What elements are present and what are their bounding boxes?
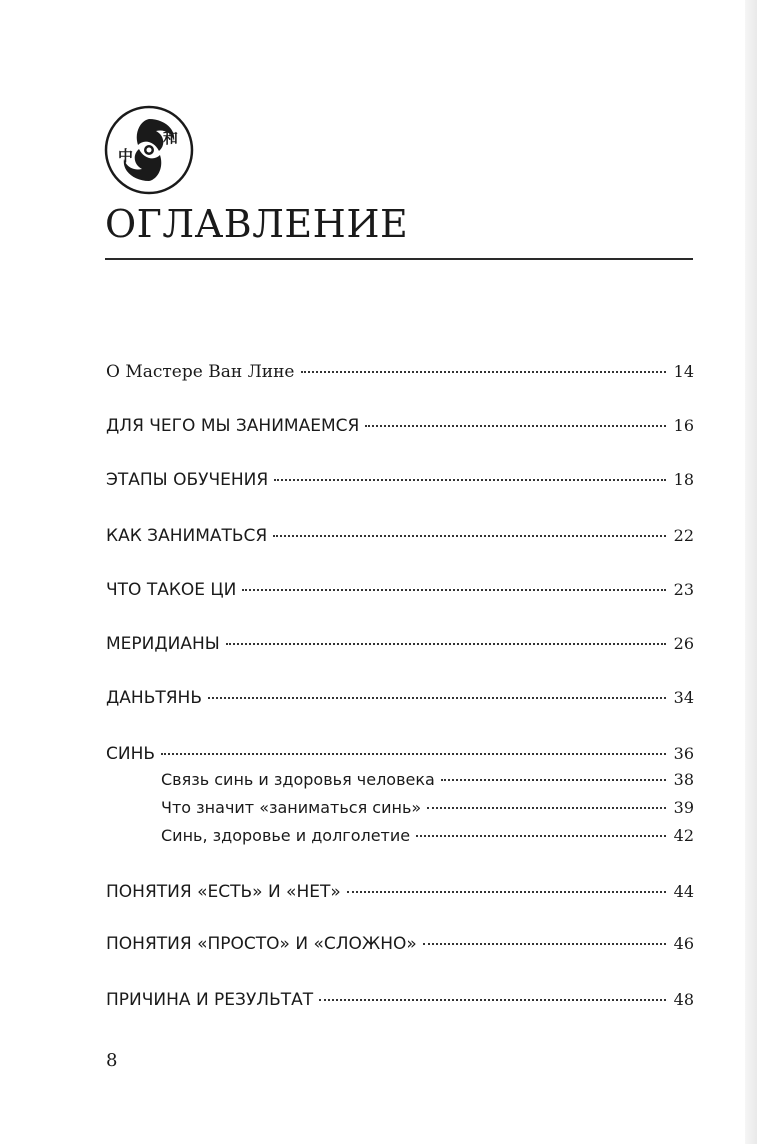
toc-entry-label: ПРИЧИНА И РЕЗУЛЬТАТ — [106, 990, 314, 1010]
toc-entry-page: 18 — [673, 470, 694, 489]
toc-entry-page: 46 — [673, 934, 694, 953]
toc-entry-page: 22 — [673, 526, 694, 545]
toc-entry-label: МЕРИДИАНЫ — [106, 634, 220, 654]
toc-entry-page: 38 — [673, 770, 694, 789]
dot-leader — [274, 479, 666, 481]
toc-entry-page: 14 — [673, 362, 694, 381]
toc-entry-page: 36 — [673, 744, 694, 763]
toc-entry-label: О Мастере Ван Лине — [106, 362, 295, 382]
toc-subentry[interactable] — [161, 798, 694, 828]
toc-subentry[interactable] — [161, 826, 694, 856]
toc-entry-page: 39 — [673, 798, 694, 817]
toc-entry[interactable] — [106, 990, 694, 1020]
toc-entry-page: 34 — [673, 688, 694, 707]
page-edge — [745, 0, 757, 1144]
dot-leader — [441, 779, 666, 781]
dot-leader — [423, 943, 666, 945]
page-title: ОГЛАВЛЕНИЕ — [105, 202, 409, 246]
title-divider — [105, 258, 693, 260]
toc-entry[interactable] — [106, 882, 694, 912]
toc-entry-label: СИНЬ — [106, 744, 156, 764]
dot-leader — [301, 371, 667, 373]
toc-entry-label: Синь, здоровье и долголетие — [161, 826, 411, 845]
dot-leader — [347, 891, 666, 893]
dot-leader — [416, 835, 666, 837]
toc-entry-label: ЧТО ТАКОЕ ЦИ — [106, 580, 237, 600]
toc-entry-page: 16 — [673, 416, 694, 435]
toc-entry-label: Что значит «заниматься синь» — [161, 798, 422, 817]
toc-entry[interactable] — [106, 634, 694, 664]
toc-entry-label: ДЛЯ ЧЕГО МЫ ЗАНИМАЕМСЯ — [106, 416, 360, 436]
dot-leader — [365, 425, 666, 427]
toc-entry-label: КАК ЗАНИМАТЬСЯ — [106, 526, 268, 546]
svg-text:中: 中 — [118, 147, 134, 165]
dot-leader — [226, 643, 666, 645]
dot-leader — [242, 589, 666, 591]
page-number: 8 — [106, 1050, 118, 1071]
toc-entry[interactable] — [106, 362, 694, 392]
toc-entry-page: 48 — [673, 990, 694, 1009]
toc-entry-page: 42 — [673, 826, 694, 845]
toc-entry-page: 26 — [673, 634, 694, 653]
toc-subentry[interactable] — [161, 770, 694, 800]
toc-entry-label: Связь синь и здоровья человека — [161, 770, 435, 789]
toc-entry[interactable] — [106, 934, 694, 964]
toc-entry-label: ДАНЬТЯНЬ — [106, 688, 202, 708]
toc-entry-label: ПОНЯТИЯ «ПРОСТО» И «СЛОЖНО» — [106, 934, 417, 954]
toc-entry-page: 23 — [673, 580, 694, 599]
dot-leader — [273, 535, 666, 537]
svg-text:和: 和 — [163, 129, 179, 147]
toc-entry[interactable] — [106, 470, 694, 500]
toc-entry[interactable] — [106, 688, 694, 718]
toc-entry-label: ЭТАПЫ ОБУЧЕНИЯ — [106, 470, 269, 490]
toc-entry[interactable] — [106, 526, 694, 556]
logo-emblem-icon — [104, 105, 194, 195]
dot-leader — [208, 697, 666, 699]
dot-leader — [161, 753, 666, 755]
toc-entry-page: 44 — [673, 882, 694, 901]
toc-entry[interactable] — [106, 416, 694, 446]
toc-entry[interactable] — [106, 580, 694, 610]
dot-leader — [427, 807, 666, 809]
dot-leader — [319, 999, 666, 1001]
toc-entry-label: ПОНЯТИЯ «ЕСТЬ» И «НЕТ» — [106, 882, 341, 902]
